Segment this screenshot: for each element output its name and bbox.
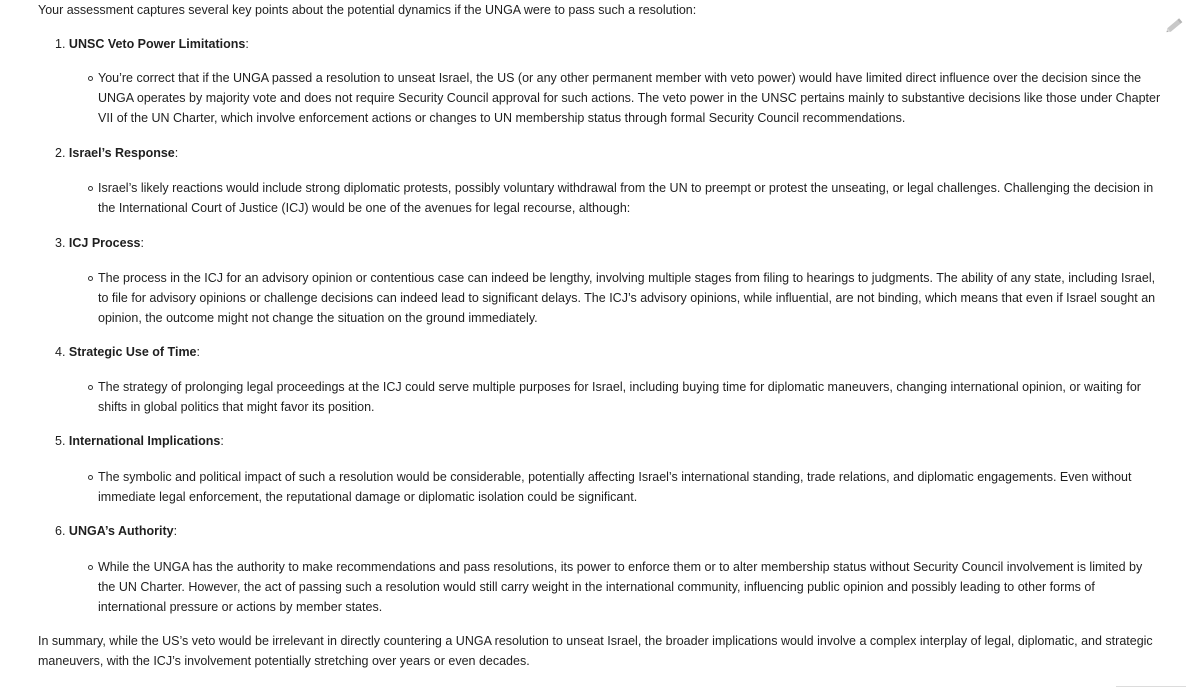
section-title: Strategic Use of Time bbox=[68, 345, 197, 359]
section-heading-response: 2. Israel’s Response: bbox=[55, 146, 179, 160]
section-heading-authority: 6. UNGA’s Authority: bbox=[55, 524, 178, 538]
section-heading-veto: 1. UNSC Veto Power Limitations: bbox=[55, 37, 249, 51]
summary-text: In summary, while the US’s veto would be irrelevant in directly countering a UNGA resolution to unseat Israel, the broader implications would involve a complex interplay of legal, diplomatic, and strategic maneuvers, with the ICJ’s involvement potentially stretching over years or even decades. bbox=[38, 634, 1153, 668]
section-title: UNSC Veto Power Limitations bbox=[68, 37, 246, 51]
section-heading-implications: 5. International Implications: bbox=[55, 434, 224, 448]
section-number: 3. bbox=[55, 236, 66, 250]
section-bullet: The strategy of prolonging legal proceedings at the ICJ could serve multiple purposes for Israel, including buying time for diplomatic maneuvers, changing international opinion, or waiting for shifts in global politics that might favor its position. bbox=[98, 377, 1163, 417]
section-title: Israel’s Response bbox=[68, 146, 175, 160]
section-title: International Implications bbox=[68, 434, 221, 448]
section-bullet: The process in the ICJ for an advisory opinion or contentious case can indeed be lengthy, involving multiple stages from filing to hearings to judgments. The ability of any state, including Israel, to file for advisory opinions or challenge decisions can indeed lead to significant delays. The ICJ’s advisory opinions, while influential, are not binding, which means that even if Israel sought an opinion, the outcome might not change the situation on the ground immediately. bbox=[98, 268, 1163, 328]
section-heading-icj: 3. ICJ Process: bbox=[55, 236, 144, 250]
scroll-indicator bbox=[1116, 686, 1186, 687]
section-heading-strategy: 4. Strategic Use of Time: bbox=[55, 345, 200, 359]
section-number: 4. bbox=[55, 345, 66, 359]
section-title: ICJ Process bbox=[68, 236, 141, 250]
section-number: 1. bbox=[55, 37, 66, 51]
section-bullet: Israel’s likely reactions would include strong diplomatic protests, possibly voluntary withdrawal from the UN to preempt or protest the unseating, or legal challenges. Challenging the decision in the International Court of Justice (ICJ) would be one of the avenues for legal recourse, although: bbox=[98, 178, 1163, 218]
section-bullet: You’re correct that if the UNGA passed a resolution to unseat Israel, the US (or any other permanent member with veto power) would have limited direct influence over the decision since the UNGA operates by majority vote and does not require Security Council approval for such actions. The veto power in the UNSC pertains mainly to substantive decisions like those under Chapter VII of the UN Charter, which involve enforcement actions or changes to UN membership status through formal Security Council recommendations. bbox=[98, 68, 1163, 128]
section-number: 2. bbox=[55, 146, 66, 160]
section-bullet: While the UNGA has the authority to make recommendations and pass resolutions, its power to enforce them or to alter membership status without Security Council involvement is limited by the UN Charter. However, the act of passing such a resolution would still carry weight in the international community, influencing public opinion and possibly leading to other forms of international pressure or actions by member states. bbox=[98, 557, 1163, 617]
edit-button[interactable] bbox=[1164, 14, 1186, 36]
section-bullet: The symbolic and political impact of such a resolution would be considerable, potentially affecting Israel’s international standing, trade relations, and diplomatic engagements. Even without immediate legal enforcement, the reputational damage or diplomatic isolation could be significant. bbox=[98, 467, 1163, 507]
section-number: 5. bbox=[55, 434, 66, 448]
section-title: UNGA’s Authority bbox=[68, 524, 174, 538]
intro-text: Your assessment captures several key points about the potential dynamics if the UNGA were to pass such a resolution: bbox=[38, 3, 697, 17]
section-number: 6. bbox=[55, 524, 66, 538]
pencil-icon bbox=[1164, 14, 1186, 36]
